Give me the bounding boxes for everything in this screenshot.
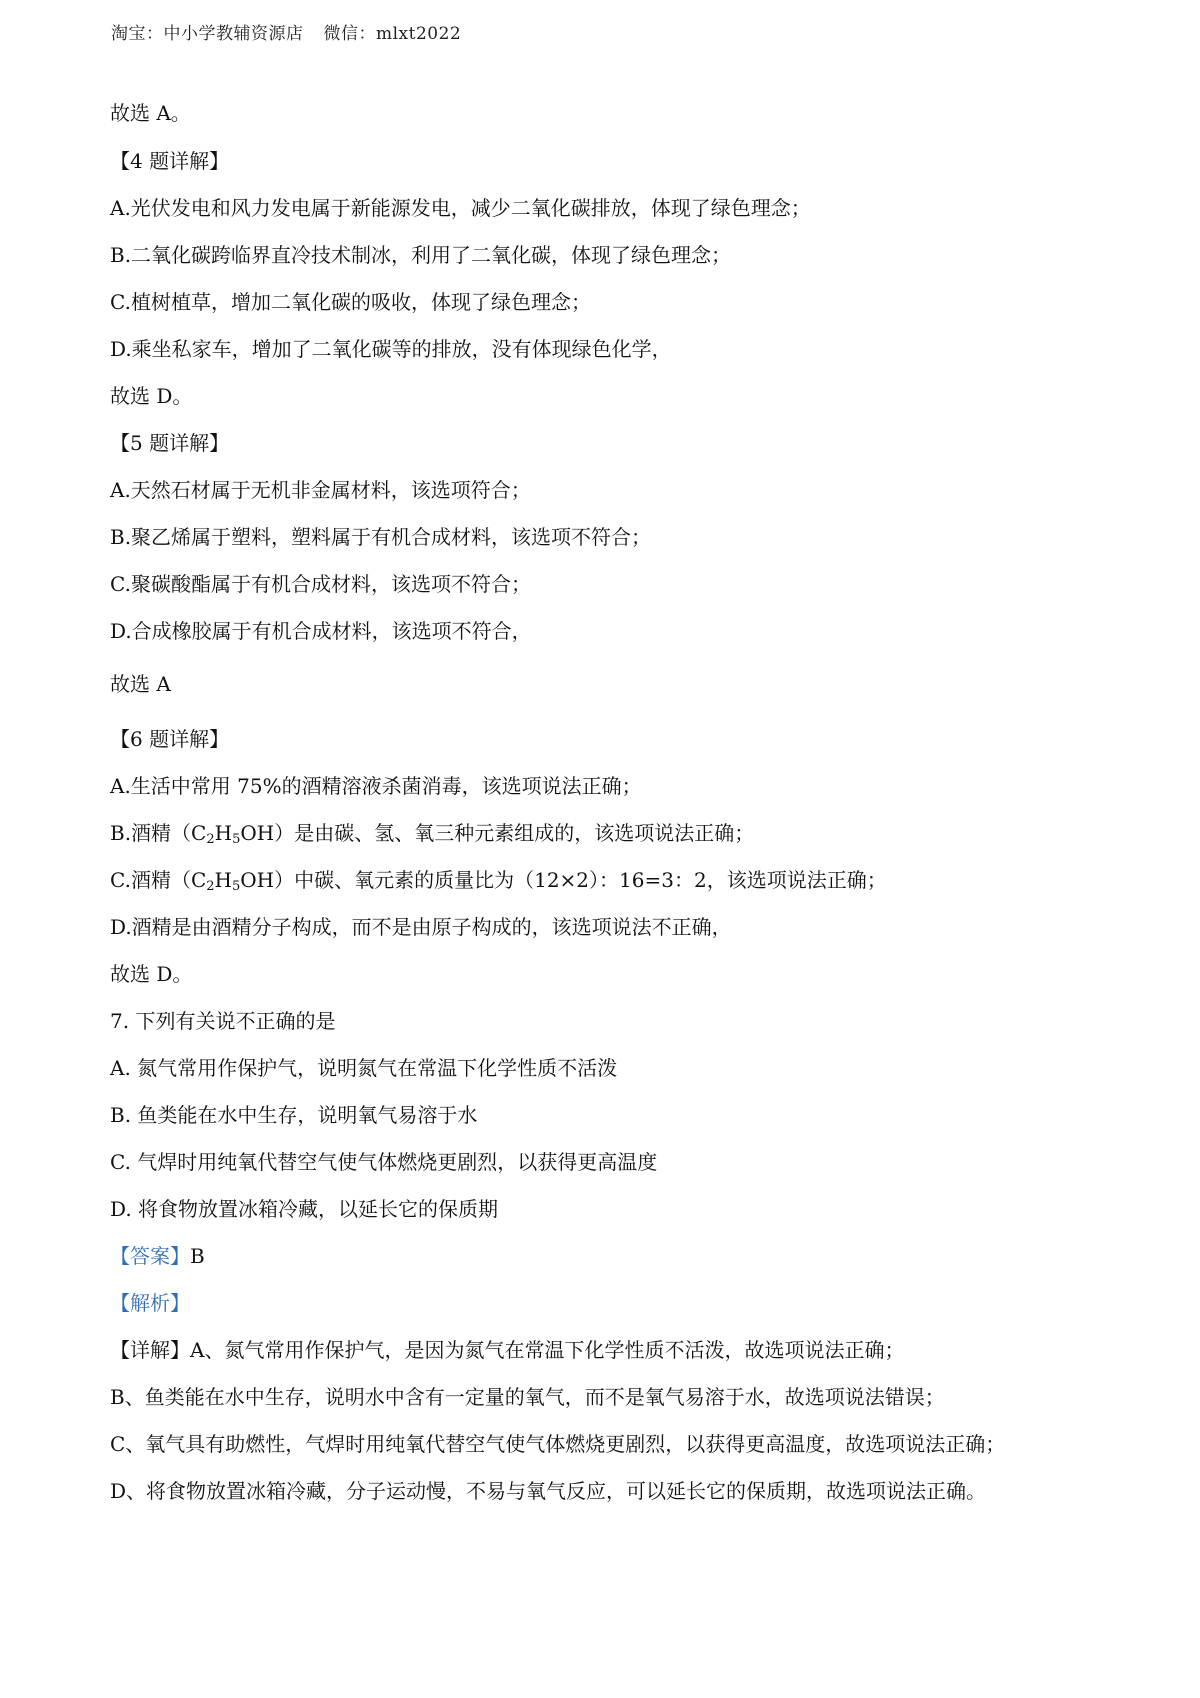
option-line: C.聚碳酸酯属于有机合成材料，该选项不符合； [110, 572, 531, 596]
line-text-mid: H [214, 868, 232, 892]
header-wechat-text: 微信：mlxt2022 [323, 24, 462, 44]
line-text-pre: B.酒精（C [110, 821, 207, 845]
detail-line: D、将食物放置冰箱冷藏，分子运动慢，不易与氧气反应，可以延长它的保质期，故选项说法正确。 [110, 1479, 987, 1503]
option-line: C.植树植草，增加二氧化碳的吸收，体现了绿色理念； [110, 290, 591, 314]
line-text-mid: H [214, 821, 233, 845]
section-heading: 【5 题详解】 [110, 431, 230, 455]
section-heading: 【6 题详解】 [110, 727, 230, 751]
conclusion-line: 故选 D。 [110, 384, 193, 408]
line-text-post: OH）中碳、氧元素的质量比为（12×2）：16=3：2，该选项说法正确； [240, 868, 887, 892]
detail-line: B、鱼类能在水中生存，说明水中含有一定量的氧气，而不是氧气易溶于水，故选项说法错误； [110, 1385, 945, 1409]
conclusion-line: 故选 D。 [110, 962, 193, 986]
answer-value: B [190, 1244, 205, 1268]
subscript: 5 [232, 832, 241, 847]
option-line: A.天然石材属于无机非金属材料，该选项符合； [110, 478, 531, 502]
option-line-formula [110, 867, 887, 893]
option-line: D.酒精是由酒精分子构成，而不是由原子构成的，该选项说法不正确， [110, 915, 732, 939]
option-line: B.聚乙烯属于塑料，塑料属于有机合成材料，该选项不符合； [110, 525, 652, 549]
question-option: D. 将食物放置冰箱冷藏，以延长它的保质期 [110, 1197, 499, 1221]
conclusion-line: 故选 A [110, 672, 171, 696]
detail-line: C、氧气具有助燃性，气焊时用纯氧代替空气使气体燃烧更剧烈，以获得更高温度，故选项说法正确； [110, 1432, 1006, 1456]
section-heading: 【4 题详解】 [110, 149, 230, 173]
subscript: 2 [206, 879, 215, 894]
option-line: D.合成橡胶属于有机合成材料，该选项不符合， [110, 619, 532, 643]
option-line: A.生活中常用 75%的酒精溶液杀菌消毒，该选项说法正确； [110, 774, 642, 798]
question-option: B. 鱼类能在水中生存，说明氧气易溶于水 [110, 1103, 478, 1127]
option-line: D.乘坐私家车，增加了二氧化碳等的排放，没有体现绿色化学， [110, 337, 672, 361]
option-line: A.光伏发电和风力发电属于新能源发电，减少二氧化碳排放，体现了绿色理念； [110, 196, 811, 220]
detail-line: 【详解】A、氮气常用作保护气，是因为氮气在常温下化学性质不活泼，故选项说法正确； [110, 1338, 905, 1362]
analysis-label: 【解析】 [110, 1291, 190, 1315]
subscript: 5 [231, 879, 241, 894]
page-header [111, 19, 461, 44]
option-line-formula [110, 820, 754, 846]
answer-line [110, 1243, 205, 1269]
header-shop-text: 淘宝：中小学教辅资源店 [111, 24, 304, 44]
option-line: B.二氧化碳跨临界直冷技术制冰，利用了二氧化碳，体现了绿色理念； [110, 243, 732, 267]
question-stem: 7. 下列有关说不正确的是 [110, 1009, 336, 1033]
conclusion-line: 故选 A。 [110, 101, 191, 125]
answer-label: 【答案】 [110, 1244, 190, 1268]
subscript: 2 [206, 832, 215, 847]
line-text-post: OH）是由碳、氢、氧三种元素组成的，该选项说法正确； [240, 821, 755, 845]
line-text-pre: C.酒精（C [110, 868, 207, 892]
question-option: A. 氮气常用作保护气，说明氮气在常温下化学性质不活泼 [110, 1056, 618, 1080]
question-option: C. 气焊时用纯氧代替空气使气体燃烧更剧烈，以获得更高温度 [110, 1150, 658, 1174]
